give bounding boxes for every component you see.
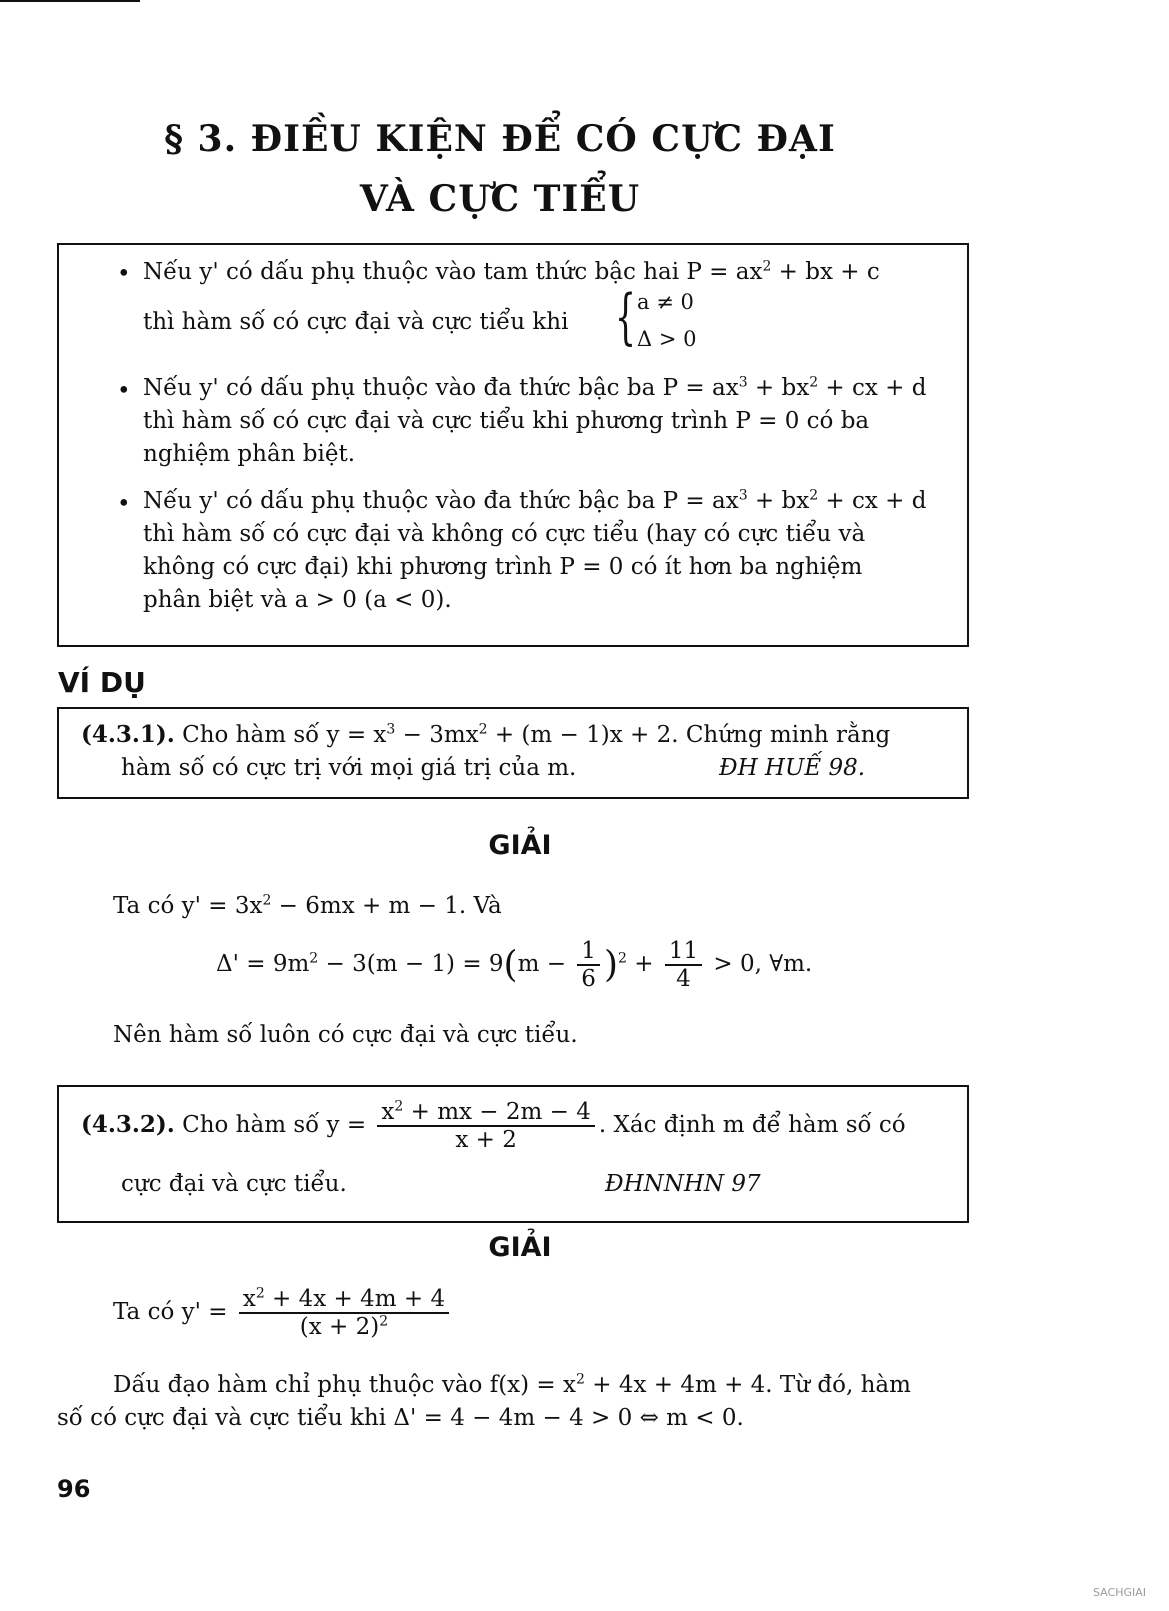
page-number: 96 <box>57 1475 91 1503</box>
exponent: 2 <box>394 1098 404 1115</box>
text: + cx + d <box>818 375 927 401</box>
denominator: 6 <box>581 966 596 992</box>
text: − 3mx <box>395 722 479 748</box>
exponent: 3 <box>386 721 396 738</box>
exponent: 2 <box>255 1285 265 1302</box>
example-1-box <box>57 707 969 799</box>
bullet-2: • <box>117 378 131 404</box>
solution-2-line-1 <box>113 1286 453 1340</box>
text: − 3(m − 1) = 9 <box>318 951 504 977</box>
text: + bx <box>747 375 810 401</box>
denominator <box>239 1314 449 1340</box>
solution-2-line-2 <box>113 1372 911 1398</box>
example-2-line-2: cực đại và cực tiểu. <box>121 1171 347 1197</box>
system-brace: { <box>615 282 637 352</box>
bullet-3: • <box>117 491 131 517</box>
example-2-line-1 <box>81 1099 906 1153</box>
denominator: x + 2 <box>455 1127 517 1153</box>
text: Cho hàm số y = <box>174 1112 374 1138</box>
text: + bx + c <box>771 259 880 285</box>
text: > 0, ∀m. <box>706 951 813 977</box>
theory-1-line-1 <box>143 259 880 285</box>
example-label: (4.3.1). <box>81 721 175 748</box>
fraction-derivative <box>239 1286 449 1340</box>
text: + 4x + 4m + 4 <box>264 1286 446 1312</box>
text: Ta có y' = <box>113 1299 235 1325</box>
text: + (m − 1)x + 2. Chứng minh rằng <box>487 722 891 748</box>
numerator <box>377 1099 594 1127</box>
text: Dấu đạo hàm chỉ phụ thuộc vào f(x) = x <box>113 1372 576 1398</box>
exponent: 2 <box>617 950 627 967</box>
text: (x + 2) <box>299 1314 380 1340</box>
exponent: 2 <box>809 374 819 391</box>
numerator: 11 <box>665 938 702 966</box>
example-label: (4.3.2). <box>81 1111 175 1138</box>
text: + cx + d <box>818 488 927 514</box>
text: + <box>626 951 661 977</box>
example-1-line-1 <box>81 721 890 748</box>
text: x <box>242 1286 256 1312</box>
text: Δ' = 9m <box>216 951 310 977</box>
condition-a: a ≠ 0 <box>637 290 694 314</box>
example-2-box <box>57 1085 969 1223</box>
solution-1-line-1 <box>113 893 502 919</box>
exponent: 2 <box>478 721 488 738</box>
numerator <box>239 1286 449 1314</box>
watermark-logo: SACHGIAI <box>1093 1586 1147 1599</box>
text: m − <box>517 951 574 977</box>
exponent: 2 <box>576 1371 585 1388</box>
examples-heading: VÍ DỤ <box>58 666 146 699</box>
text: x <box>381 1099 395 1125</box>
text: + bx <box>747 488 810 514</box>
numerator: 1 <box>577 938 600 966</box>
solution-1-heading: GIẢI <box>488 830 552 861</box>
example-1-line-2: hàm số có cực trị với mọi giá trị của m. <box>121 755 577 781</box>
exponent: 3 <box>738 374 748 391</box>
text: Cho hàm số y = x <box>174 722 387 748</box>
fraction-one-sixth <box>577 938 600 992</box>
text: − 6mx + m − 1. Và <box>271 893 502 919</box>
fraction-eleven-quarters <box>665 938 702 992</box>
solution-2-heading: GIẢI <box>488 1232 552 1263</box>
solution-1-line-2 <box>216 938 812 992</box>
theory-2-line-2: thì hàm số có cực đại và cực tiểu khi phương trình P = 0 có ba <box>143 408 870 434</box>
theory-2-line-3: nghiệm phân biệt. <box>143 441 356 467</box>
exponent: 2 <box>262 892 272 909</box>
text: Ta có y' = 3x <box>113 893 263 919</box>
bullet-1: • <box>117 261 131 287</box>
text: Nếu y' có dấu phụ thuộc vào đa thức bậc ba P = ax <box>143 488 739 514</box>
condition-delta: Δ > 0 <box>637 327 697 351</box>
paren-open: ( <box>503 944 518 986</box>
exponent: 3 <box>738 487 748 504</box>
exponent: 2 <box>309 950 319 967</box>
exponent: 2 <box>379 1313 389 1330</box>
text: . Xác định m để hàm số có <box>598 1112 906 1138</box>
theory-1-line-2: thì hàm số có cực đại và cực tiểu khi <box>143 309 569 335</box>
theory-2-line-1 <box>143 375 927 401</box>
theory-3-line-3: không có cực đại) khi phương trình P = 0 có ít hơn ba nghiệm <box>143 554 863 580</box>
text: Nếu y' có dấu phụ thuộc vào đa thức bậc ba P = ax <box>143 375 739 401</box>
example-2-source: ĐHNNHN 97 <box>605 1171 761 1197</box>
text: + mx − 2m − 4 <box>403 1099 591 1125</box>
theory-box <box>57 243 969 647</box>
text: + 4x + 4m + 4. Từ đó, hàm <box>584 1372 911 1398</box>
paren-close: ) <box>603 944 618 986</box>
fraction-y <box>377 1099 594 1153</box>
section-title-line-2: VÀ CỰC TIỂU <box>359 178 641 220</box>
exponent: 2 <box>762 258 772 275</box>
solution-2-line-3: số có cực đại và cực tiểu khi Δ' = 4 − 4m − 4 > 0 ⇔ m < 0. <box>57 1405 744 1431</box>
theory-3-line-2: thì hàm số có cực đại và không có cực tiểu (hay có cực tiểu và <box>143 521 866 547</box>
solution-1-line-3: Nên hàm số luôn có cực đại và cực tiểu. <box>113 1022 578 1048</box>
example-1-source: ĐH HUẾ 98. <box>719 755 866 781</box>
text: Nếu y' có dấu phụ thuộc vào tam thức bậc hai P = ax <box>143 259 763 285</box>
section-title-line-1: § 3. ĐIỀU KIỆN ĐỂ CÓ CỰC ĐẠI <box>164 118 836 160</box>
denominator: 4 <box>676 966 691 992</box>
top-rule <box>0 0 140 2</box>
theory-3-line-1 <box>143 488 927 514</box>
exponent: 2 <box>809 487 819 504</box>
theory-3-line-4: phân biệt và a > 0 (a < 0). <box>143 587 452 613</box>
